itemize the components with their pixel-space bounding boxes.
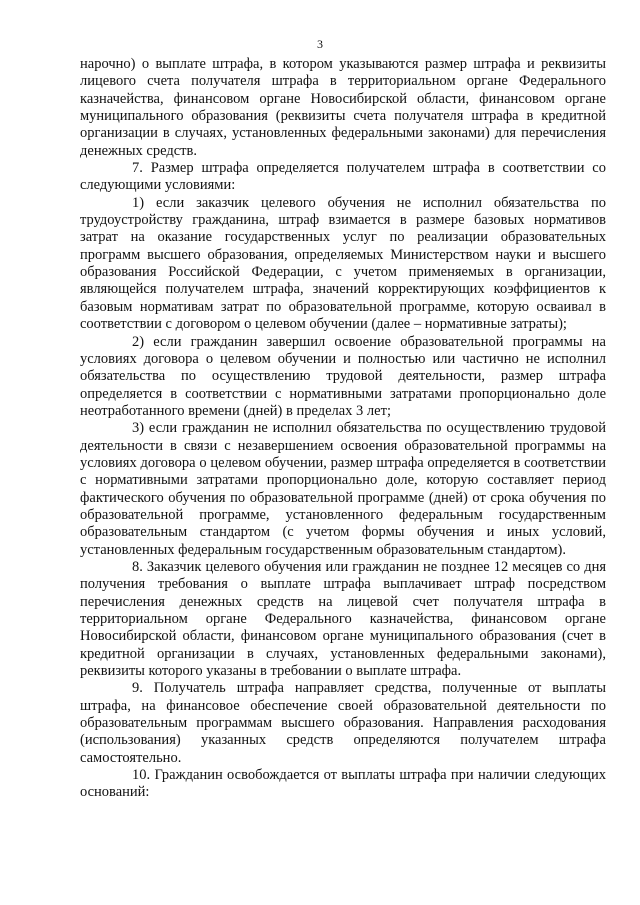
paragraph-10: 10. Гражданин освобождается от выплаты штрафа при наличии следующих оснований: bbox=[80, 767, 606, 801]
paragraph-7-item-1: 1) если заказчик целевого обучения не исполнил обязательства по трудоустройству гражданина, штраф взимается в размере базовых нормативов затрат на оказание государственных услуг по реализации образовательных программ высшего образования, определяемых Министерством науки и высшего образования Российской Федерации, с учетом применяемых в организации, являющейся получателем штрафа, значений корректирующих коэффициентов к базовым нормативам затрат по образовательной программе, которую осваивал в соответствии с договором о целевом обучении (далее – нормативные затраты); bbox=[80, 194, 606, 333]
document-body bbox=[80, 56, 606, 802]
paragraph-7-item-3: 3) если гражданин не исполнил обязательства по осуществлению трудовой деятельности в связи с незавершением освоения образовательной программы на условиях договора о целевом обучении, размер штрафа определяется в соответствии с нормативными затратами пропорционально доле, которую составляет период фактического обучения по образовательной программе (дней) от срока обучения по образовательной программе, установленного федеральным государственным образовательным стандартом (с учетом формы обучения и иных условий, установленных федеральным государственным образовательным стандартом). bbox=[80, 420, 606, 558]
paragraph-9: 9. Получатель штрафа направляет средства, полученные от выплаты штрафа, на финансовое обеспечение своей образовательной деятельности по образовательным программам высшего образования. Направления расходования (использования) указанных средств определяются получателем штрафа самостоятельно. bbox=[80, 680, 606, 766]
paragraph-7: 7. Размер штрафа определяется получателем штрафа в соответствии со следующими условиями: bbox=[80, 160, 606, 194]
page-number: 3 bbox=[317, 37, 323, 51]
paragraph-7-item-2: 2) если гражданин завершил освоение образовательной программы на условиях договора о целевом обучении и полностью или частично не исполнил обязательства по осуществлению трудовой деятельности, размер штрафа определяется в соответствии с нормативными затратами пропорционально доле неотработанного времени (дней) в пределах 3 лет; bbox=[80, 333, 606, 419]
paragraph-continued: нарочно) о выплате штрафа, в котором указываются размер штрафа и реквизиты лицевого счета получателя штрафа в территориальном органе Федерального казначейства, финансовом органе Новосибирской области, финансовом органе муниципального образования (реквизиты счета получателя штрафа в кредитной организации в случаях, установленных федеральными законами) для перечисления денежных средств. bbox=[80, 56, 606, 159]
paragraph-8: 8. Заказчик целевого обучения или гражданин не позднее 12 месяцев со дня получения требования о выплате штрафа выплачивает штраф посредством перечисления денежных средств на лицевой счет получателя штрафа в территориальном органе Федерального казначейства, финансовом органе Новосибирской области, финансовом органе муниципального образования (счет в кредитной организации в случаях, установленных федеральными законами), реквизиты которого указаны в требовании о выплате штрафа. bbox=[80, 558, 606, 680]
